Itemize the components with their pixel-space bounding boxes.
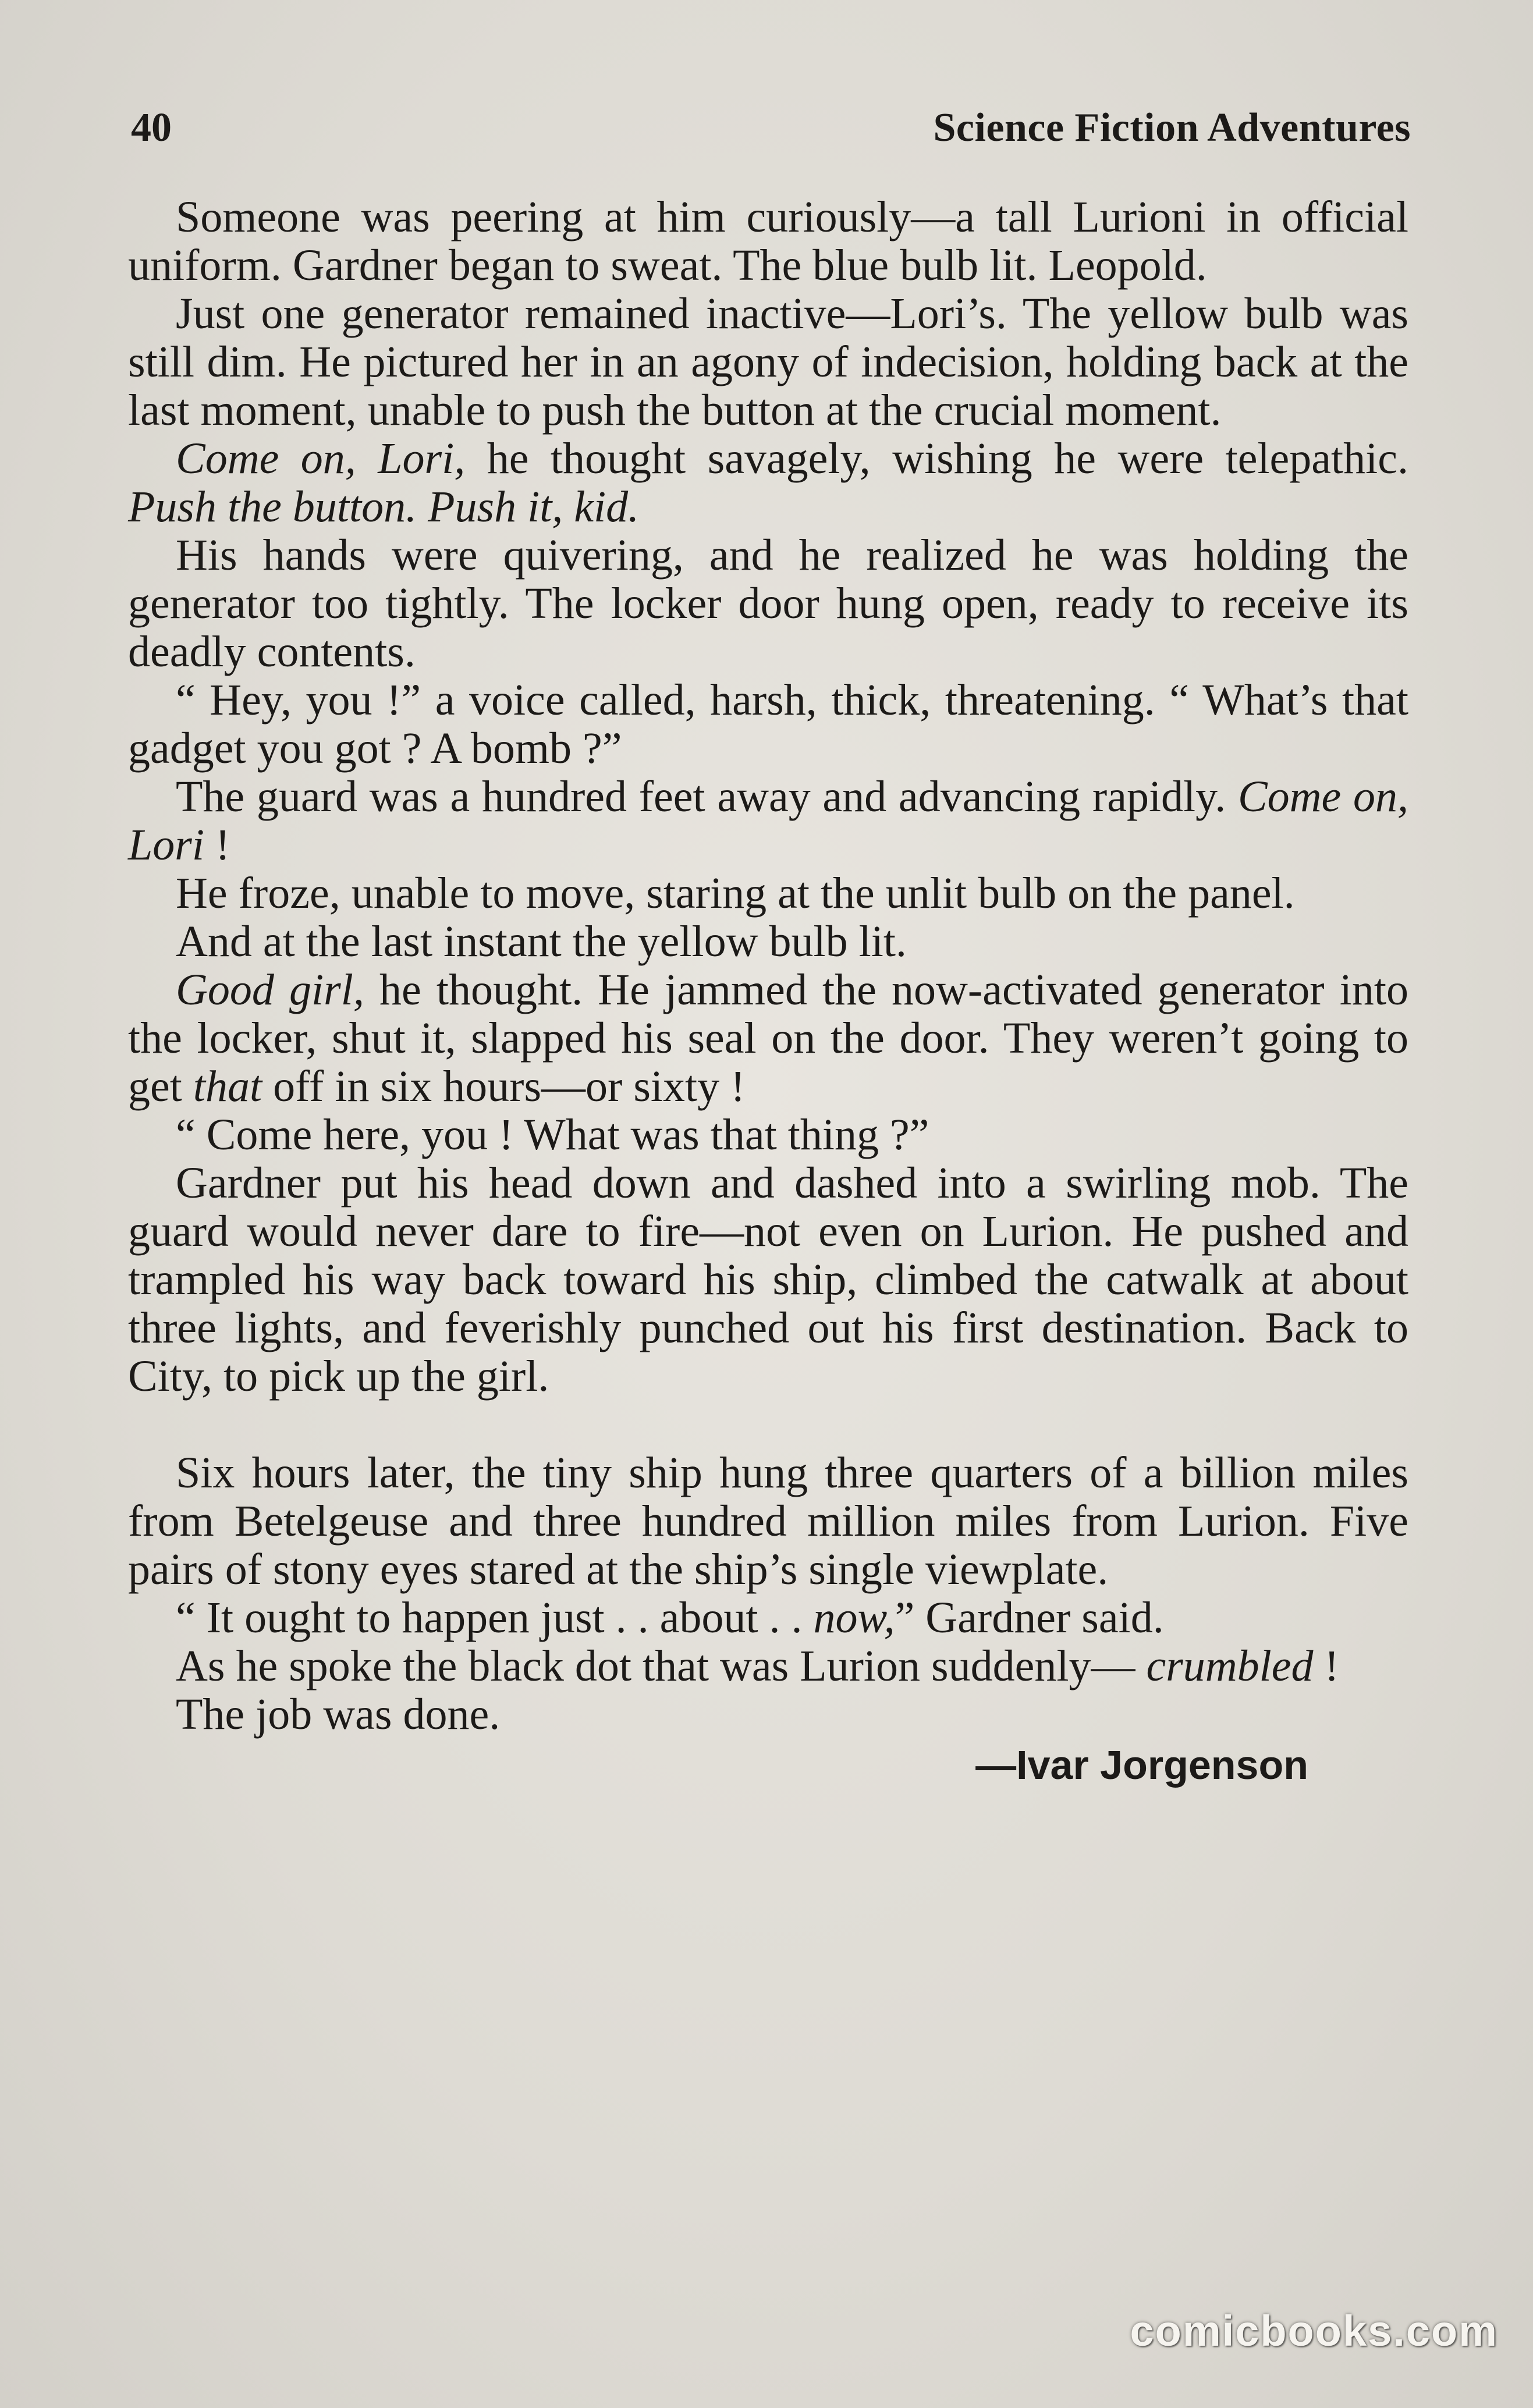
text-run: Six hours later, the tiny ship hung three quarters of a billion miles from Betelgeuse and three hundred million miles from Lurion. Five pairs of stony eyes stared at the ship’s single viewplate. (128, 1448, 1408, 1594)
text-run: Gardner put his head down and dashed into a swirling mob. The guard would never dare to fire—not even on Lurion. He pushed and trampled his way back toward his ship, climbed the catwalk at about three lights, and feverishly punched out his first destination. Back to City, to pick up the girl. (128, 1159, 1408, 1401)
text-run: As he spoke the black dot that was Lurion suddenly— (176, 1642, 1147, 1690)
text-run: ! (1313, 1642, 1339, 1690)
page-number: 40 (131, 105, 172, 150)
text-run: “ It ought to happen just . . about . . (176, 1593, 814, 1642)
text-run: ! (204, 821, 230, 869)
text-run: His hands were quivering, and he realized he was holding the generator too tightly. The locker door hung open, ready to receive its deadly contents. (128, 531, 1408, 676)
text-run: he thought savagely, wishing he were telepathic. (465, 434, 1408, 483)
paragraph (128, 966, 1408, 1111)
text-run: The guard was a hundred feet away and advancing rapidly. (176, 772, 1238, 821)
paragraph (128, 869, 1408, 918)
section-break (128, 1401, 1408, 1449)
italic-text: that (193, 1062, 262, 1111)
text-run: off in six hours—or sixty ! (262, 1062, 746, 1111)
text-run: He froze, unable to move, staring at the unlit bulb on the panel. (176, 869, 1295, 918)
paragraph (128, 676, 1408, 773)
paragraph (128, 193, 1408, 290)
text-run: he thought. He jammed the now-activated generator into the locker, shut it, slapped his seal on the door. They weren’t going to get (128, 965, 1408, 1111)
running-title: Science Fiction Adventures (933, 105, 1411, 150)
paragraph (128, 773, 1408, 869)
text-run: And at the last instant the yellow bulb lit. (176, 917, 907, 966)
paragraph (128, 1642, 1408, 1690)
text-run: Just one generator remained inactive—Lori’s. The yellow bulb was still dim. He pictured her in an agony of indecision, holding back at the last moment, unable to push the button at the crucial moment. (128, 289, 1408, 435)
paragraph (128, 290, 1408, 435)
paragraph (128, 1111, 1408, 1159)
italic-text: Come on, Lori (128, 772, 1408, 869)
italic-text: crumbled (1146, 1642, 1314, 1690)
italic-text: Come on, Lori, (176, 434, 466, 483)
watermark-logo: comicbooks.com (1130, 2307, 1498, 2355)
italic-text: Push the button. Push it, kid. (128, 482, 640, 531)
paragraph (128, 531, 1408, 676)
italic-text: Good girl, (176, 965, 364, 1014)
italic-text: now, (813, 1593, 895, 1642)
paragraph (128, 1449, 1408, 1594)
paragraph (128, 1159, 1408, 1401)
paragraph (128, 435, 1408, 531)
text-run: “ Come here, you ! What was that thing ?” (176, 1110, 929, 1159)
author-byline: —Ivar Jorgenson (975, 1742, 1308, 1788)
story-text (128, 193, 1408, 1789)
text-run: The job was done. (176, 1690, 501, 1739)
paragraph (128, 918, 1408, 966)
text-run: “ Hey, you !” a voice called, harsh, thick, threatening. “ What’s that gadget you got ? A bomb ?” (128, 676, 1408, 773)
paragraph (128, 1690, 1408, 1739)
paragraph (128, 1594, 1408, 1642)
text-run: Someone was peering at him curiously—a tall Lurioni in official uniform. Gardner began to sweat. The blue bulb lit. Leopold. (128, 193, 1408, 290)
page-header (131, 105, 1411, 175)
text-run: ” Gardner said. (895, 1593, 1164, 1642)
